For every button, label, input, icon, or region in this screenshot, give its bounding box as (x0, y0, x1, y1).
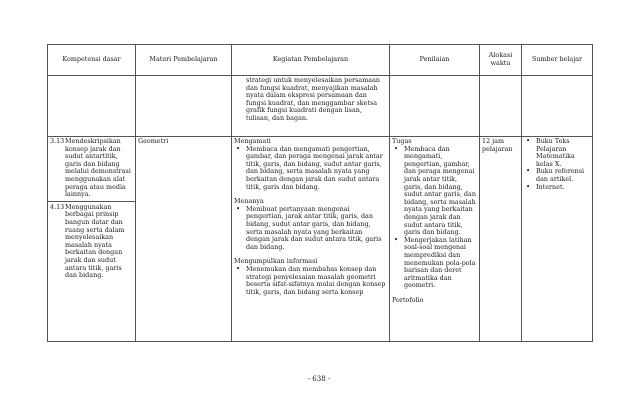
cell-materi (136, 137, 232, 342)
header-kompetensi: Kompetensi dasar (48, 45, 136, 76)
cell-empty (480, 76, 522, 137)
header-alokasi: Alokasi waktu (480, 45, 522, 76)
header-row (48, 45, 593, 76)
kd-item-4-13 (48, 201, 135, 280)
sumber-item: • Buku referensi dan artikel. (524, 168, 590, 183)
cell-alokasi (480, 137, 522, 342)
kd-item-3-13 (50, 138, 133, 199)
kd-number: 3.13 (50, 137, 65, 145)
cell-empty (522, 76, 593, 137)
header-kegiatan: Kegiatan Pembelajaran (232, 45, 390, 76)
cell-continued-text (232, 76, 390, 137)
cell-empty (136, 76, 232, 137)
page-number: - 638 - (307, 375, 331, 383)
cell-empty (390, 76, 480, 137)
kd-text: Mendeskripsikan konsep jarak dan sudut antartitik, garis dan bidang melalui demonstrasi menggunakan alat peraga atau media lainnya. (65, 137, 131, 199)
cell-kegiatan (232, 137, 390, 342)
menanya-heading: Menanya (234, 197, 264, 206)
header-penilaian: Penilaian (390, 45, 480, 76)
menanya-item: • Membuat pertanyaan mengenai pengertian, jarak antar titik, garis, dan bidang, sudut antar garis, dan bidang, serta masalah nyata yang berkaitan dengan jarak dan sudut antara titik, garis dan bidang. (234, 206, 387, 252)
mengamati-heading: Mengamati (234, 137, 271, 145)
kd-number: 4.13 (50, 202, 65, 211)
kd-text: Menggunakan berbagai prinsip bangun datar dan ruang serta dalam menyelesaikan masalah nyata berkaitan dengan jarak dan sudut antara titik, garis dan bidang. (65, 202, 125, 280)
syllabus-table (47, 44, 593, 342)
header-materi: Materi Pembelajaran (136, 45, 232, 76)
cell-sumber (522, 137, 593, 342)
materi-text: Geometri (138, 137, 169, 145)
continued-row (48, 76, 593, 137)
mengumpulkan-heading: Mengumpulkan informasi (234, 257, 318, 266)
continued-text: strategi untuk menyelesaikan persamaan dan fungsi kuadrat, menyajikan masalah nyata dalam ekspresi persamaan dan fungsi kuadrat, dan menggambar sketsa grafik fungsi kuadrati dengan lisan, tulisan, dan bagan. (246, 76, 381, 122)
cell-penilaian (390, 137, 480, 342)
cell-kompetensi (48, 137, 136, 342)
mengamati-item: • Membaca dan mengamati pengertian, gambar, dan peraga mengenai jarak antar titik, garis, dan bidang, sudut antar garis, dan bidang, serta masalah nyata yang berkaitan dengan jarak dan sudut antara titik, garis dan bidang. (234, 146, 387, 192)
penilaian-item: • Membaca dan mengamati, pengertian, gambar, dan peraga mengenai jarak antar titik, garis, dan bidang, sudut antar garis, dan bidang, serta masalah nyata yang berkaitan dengan jarak dan sudut antara titik, garis dan bidang. (392, 146, 477, 237)
header-sumber: Sumber belajar (522, 45, 593, 76)
portofolio-label: Portofolio (392, 295, 424, 304)
tugas-heading: Tugas (392, 137, 412, 145)
sumber-item: • Buku Teks Pelajaran Matematika kelas X. (524, 138, 590, 168)
main-row (48, 137, 593, 342)
penilaian-item: • Mengerjakan latihan soal-soal mengenai memprediksi dan menemukan pola-pola barisan dan deret aritmatika dan geometri. (392, 237, 477, 290)
sumber-item: • Internet. (524, 184, 590, 192)
cell-empty (48, 76, 136, 137)
mengumpulkan-item: • Menemukan dan membahas konsep dan strategi penyelesaian masalah geometri beserta sifat-sifatnya mulai dengan konsep titik, garis, dan bidang serta konsep (234, 266, 387, 296)
alokasi-text: 12 jam pelajaran (482, 137, 513, 153)
